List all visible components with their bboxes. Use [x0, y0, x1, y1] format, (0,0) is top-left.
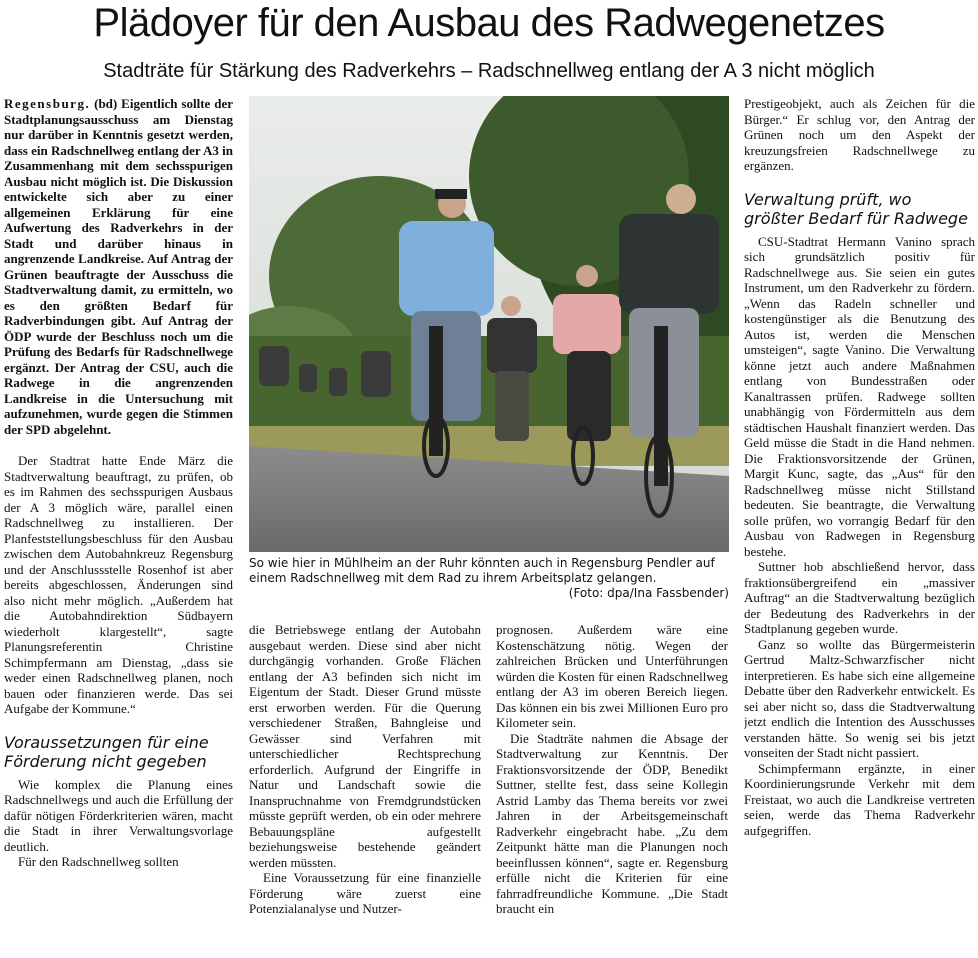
paragraph: prognosen. Außerdem wäre eine Kostenschätzung nötig. Wegen der zahlreichen Brücken und Unterführungen würden die Kosten für einen Radschnellweg entlang der A3 im oberen Bereich liegen. Das können ein bis zwei Millionen Euro pro Kilometer sein.: [496, 622, 728, 730]
headline: Plädoyer für den Ausbau des Radwegenetzes: [93, 1, 885, 45]
paragraph: Ganz so wollte das Bürgermeisterin Gertrud Maltz-Schwarzfischer nicht interpretieren. Es habe sich eine allgemeine Debatte über den Radverkehr entwickelt. Es sei aber nicht so, dass die Stadtverwaltung jetzt endlich die Intention des Ausschusses verstanden hätte. So wenig sei bis jetzt vonseiten der Stadt nicht passiert.: [744, 636, 975, 760]
photo-caption: [249, 556, 729, 601]
subheading-verwaltung: Verwaltung prüft, wo größter Bedarf für Radwege: [744, 189, 968, 228]
photo-credit: (Foto: dpa/Ina Fassbender): [568, 586, 729, 600]
paragraph: Der Stadtrat hatte Ende März die Stadtverwaltung beauftragt, zu prüfen, ob es im Rahmen des sechsspurigen Ausbaus der A 3 möglich wäre, parallel einen Radschnellweg zu installieren. Der Planfeststellungsbeschluss für den Ausbau zwischen dem Autobahnkreuz Regensburg und der Anschlussstelle Rosenhof ist aber bereits abgeschlossen, Änderungen sind also nicht mehr möglich. „Außerdem hat die Autobahndirektion Südbayern wiederholt klargestellt“, sagte Planungsreferentin Christine Schimpfermann am Dienstag, „dass sie weder einen Radschnellweg planen, noch bauen oder finanzieren werde. Das sei Aufgabe der Kommune.“: [4, 453, 233, 716]
caption-text: So wie hier in Mühlheim an der Ruhr könnten auch in Regensburg Pendler auf einem Radschnellweg mit dem Rad zu ihrem Arbeitsplatz gelangen.: [249, 556, 715, 585]
lead-paragraph: [4, 96, 233, 437]
paragraph: Für den Radschnellweg sollten: [18, 854, 179, 869]
lead-text: (bd) Eigentlich sollte der Stadtplanungsausschuss am Dienstag nur darüber in Kenntnis gesetzt werden, dass ein Radschnellweg entlang der A3 in Zusammenhang mit dem sechsspurigen Ausbau nicht möglich ist. Die Diskussion entwickelte sich aber zu einer allgemeinen Erklärung für eine Aufwertung des Radverkehrs in der Stadt und darüber hinaus in angrenzende Landkreise. Auf Antrag der Grünen beauftragte der Ausschuss die Stadtverwaltung damit, zu ermitteln, wo es den größten Bedarf für Radverbindungen gibt. Auf Antrag der ÖDP wurde der Beschluss noch um die Prüfung des Bedarfs für Radschnellwege ergänzt. Der Antrag der CSU, auch die Radwege in die angrenzenden Landkreise in die Untersuchung mit aufzunehmen, wurde gegen die Stimmen der SPD abgelehnt.: [4, 96, 233, 437]
column-3: [496, 622, 728, 958]
column-1: [4, 96, 233, 958]
column-2: [249, 622, 481, 958]
column-4: [744, 96, 975, 958]
subheadline: Stadträte für Stärkung des Radverkehrs – Radschnellweg entlang der A 3 nicht möglich: [103, 60, 875, 82]
paragraph: Wie komplex die Planung eines Radschnellwegs und auch die Erfüllung der dafür nötigen Förderkriterien wären, macht die Stadt in ihrer Verwaltungsvorlage deutlich.: [4, 776, 233, 854]
paragraph: CSU-Stadtrat Hermann Vanino sprach sich grundsätzlich positiv für Radschnellwege aus. Sie seien ein gutes Instrument, um den Radverkehr zu fördern. „Wenn das Radeln schneller und kostengünstiger als die Benutzung des Autos ist, werden die Menschen umsteigen“, sagte Vanino. Die Verwaltung könne jetzt auch andere Maßnahmen entlang von Bundesstraßen oder Kanaltrassen prüfen. Radwege sollten unabhängig von Fördermitteln aus dem städtischen Haushalt finanziert werden. Das Geld müsse die Stadt in die Hand nehmen. Die Fraktionsvorsitzende der Grünen, Margit Kunc, sagte, das „Aus“ für den Radschnellweg müsse nicht Stillstand bedeuten. Sie beantragte, die Verwaltung solle prüfen, wo vorrangig Bedarf für den Ausbau von Radwegen in Regensburg bestehe.: [744, 233, 975, 559]
paragraph: Schimpfermann ergänzte, in einer Koordinierungsrunde Verkehr mit dem Freistaat, wo auch die Landkreise vertreten seien, werde das Thema Radverkehr aufgegriffen.: [744, 760, 975, 838]
lead-place: Regensburg.: [4, 96, 91, 111]
article-photo: [249, 96, 729, 552]
paragraph: Suttner hob abschließend hervor, dass fraktionsübergreifend ein „massiver Auftrag“ an die Stadtverwaltung bezüglich der Bedeutung des Radverkehrs in der Stadtplanung gegeben wurde.: [744, 559, 975, 636]
paragraph: Die Stadträte nahmen die Absage der Stadtverwaltung zur Kenntnis. Der Fraktionsvorsitzende der ÖDP, Benedikt Suttner, stellte fest, dass seine Kollegin Astrid Lamby das Thema bereits vor zwei Jahren in der Arbeitsgemeinschaft Radverkehr eingebracht habe. „Zu dem Zeitpunkt hätte man die Planungen noch beeinflussen können“, sagte er. Regensburg erfülle nicht die Kriterien für eine fahrradfreundliche Kommune. „Die Stadt braucht ein: [496, 730, 728, 916]
paragraph: Prestigeobjekt, auch als Zeichen für die Bürger.“ Er schlug vor, den Antrag der Grünen noch um den Aspekt der kreuzungsfreien Radschnellwege zu ergänzen.: [744, 96, 975, 173]
subheading-voraussetzungen: Voraussetzungen für eine Förderung nicht gegeben: [4, 732, 209, 771]
paragraph: Eine Voraussetzung für eine finanzielle Förderung wäre zuerst eine Potenzialanalyse und Nutzer-: [249, 870, 481, 916]
paragraph: die Betriebswege entlang der Autobahn ausgebaut werden. Diese sind aber nicht durchgängig vorhanden. Große Flächen entlang der A3 befinden sich nicht im Eigentum der Stadt. Dieser Grund müsste erst erworben werden. Für die Querung verschiedener Straßen, Bahngleise und Gewässer sind Verfahren mit unterschiedlicher Rechtsprechung erforderlich. Aufgrund der Eingriffe in Natur und Landschaft sowie die Inanspruchnahme von Fremdgrundstücken müsste geprüft werden, ob ein oder mehrere Bebauungspläne aufgestellt beziehungsweise bestehende geändert werden müssten.: [249, 622, 481, 870]
